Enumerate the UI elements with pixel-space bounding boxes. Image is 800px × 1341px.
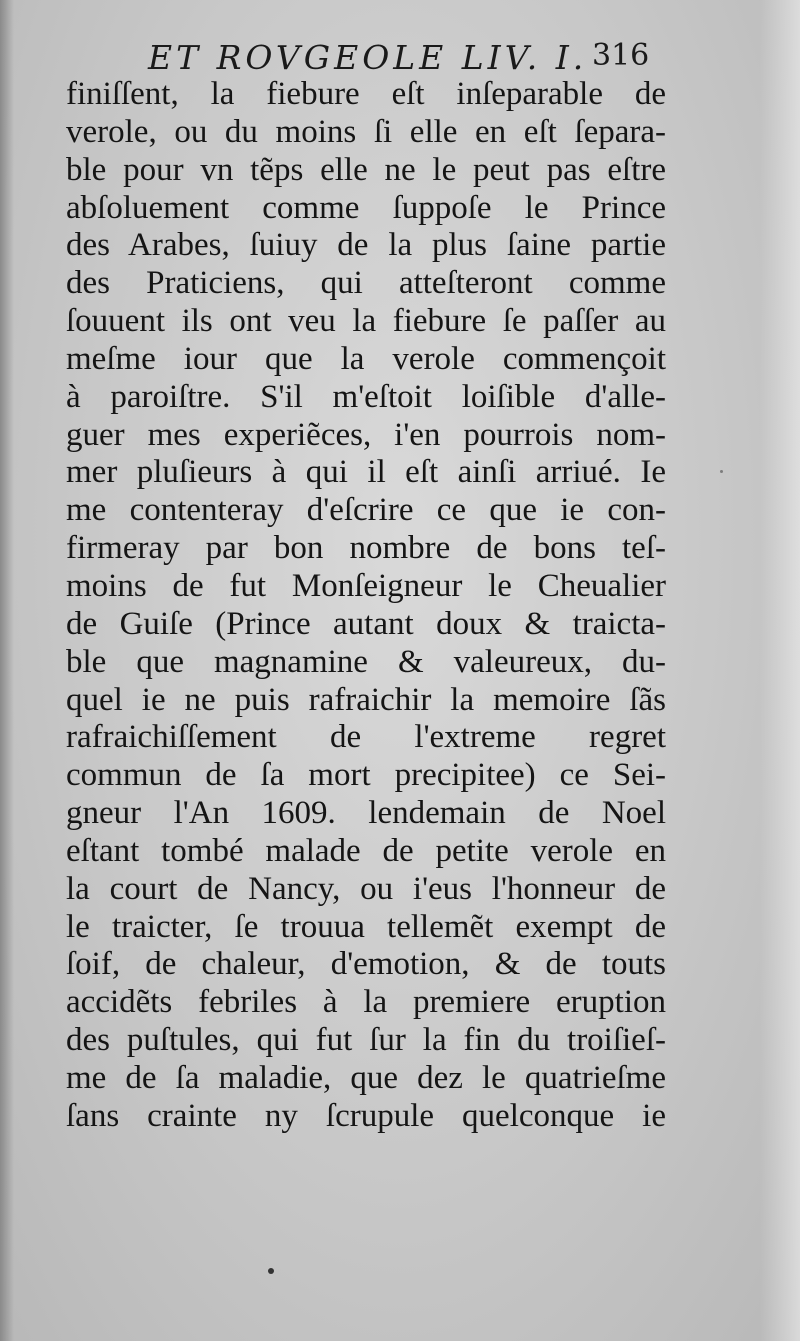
text-line: eſtant tombé malade de petite verole en xyxy=(66,832,666,869)
text-line: quel ie ne puis rafraichir la memoire ſãs xyxy=(66,681,666,718)
text-line: le traicter, ſe trouua tellemẽt exempt de xyxy=(66,908,666,945)
text-line: accidẽts febriles à la premiere eruption xyxy=(66,984,666,1021)
text-line: finiſſent, la fiebure eſt inſeparable de xyxy=(66,76,666,112)
text-line: des puſtules, qui fut ſur la fin du troiſieſ- xyxy=(66,1022,666,1059)
text-line: verole, ou du moins ſi elle en eſt ſepara- xyxy=(66,113,666,150)
text-line: ble pour vn tẽps elle ne le peut pas eſtre xyxy=(66,151,666,188)
text-line: me contenteray d'eſcrire ce que ie con- xyxy=(66,492,666,529)
text-line: de Guiſe (Prince autant doux & traicta- xyxy=(66,605,666,642)
ink-speck xyxy=(720,470,723,473)
page-gutter-shadow xyxy=(0,0,14,1341)
text-line: des Arabes, ſuiuy de la plus ſaine partie xyxy=(66,227,666,264)
body-text xyxy=(66,76,666,1136)
text-line: ſans crainte ny ſcrupule quelconque ie xyxy=(66,1097,666,1134)
text-line: mer pluſieurs à qui il eſt ainſi arriué. Ie xyxy=(66,454,666,491)
running-title: ET ROVGEOLE LIV. I. xyxy=(148,38,588,77)
ink-speck xyxy=(268,1268,274,1274)
text-line: ble que magnamine & valeureux, du- xyxy=(66,643,666,680)
text-line: ſoif, de chaleur, d'emotion, & de touts xyxy=(66,946,666,983)
text-line: guer mes experiẽces, i'en pourrois nom- xyxy=(66,416,666,453)
text-line: me de ſa maladie, que dez le quatrieſme xyxy=(66,1059,666,1096)
text-line: abſoluement comme ſuppoſe le Prince xyxy=(66,189,666,226)
text-line: à paroiſtre. S'il m'eſtoit loiſible d'alle- xyxy=(66,378,666,415)
page-number: 316 xyxy=(592,38,650,73)
text-line: la court de Nancy, ou i'eus l'honneur de xyxy=(66,870,666,907)
text-line: firmeray par bon nombre de bons teſ- xyxy=(66,530,666,567)
text-line: ſouuent ils ont veu la fiebure ſe paſſer au xyxy=(66,303,666,340)
text-line: meſme iour que la verole commençoit xyxy=(66,340,666,377)
text-line: gneur l'An 1609. lendemain de Noel xyxy=(66,795,666,832)
text-line: moins de fut Monſeigneur le Cheualier xyxy=(66,567,666,604)
text-line: rafraichiſſement de l'extreme regret xyxy=(66,719,666,756)
text-line: commun de ſa mort precipitee) ce Sei- xyxy=(66,757,666,794)
page-edge xyxy=(760,0,800,1341)
text-line: des Praticiens, qui atteſteront comme xyxy=(66,265,666,302)
